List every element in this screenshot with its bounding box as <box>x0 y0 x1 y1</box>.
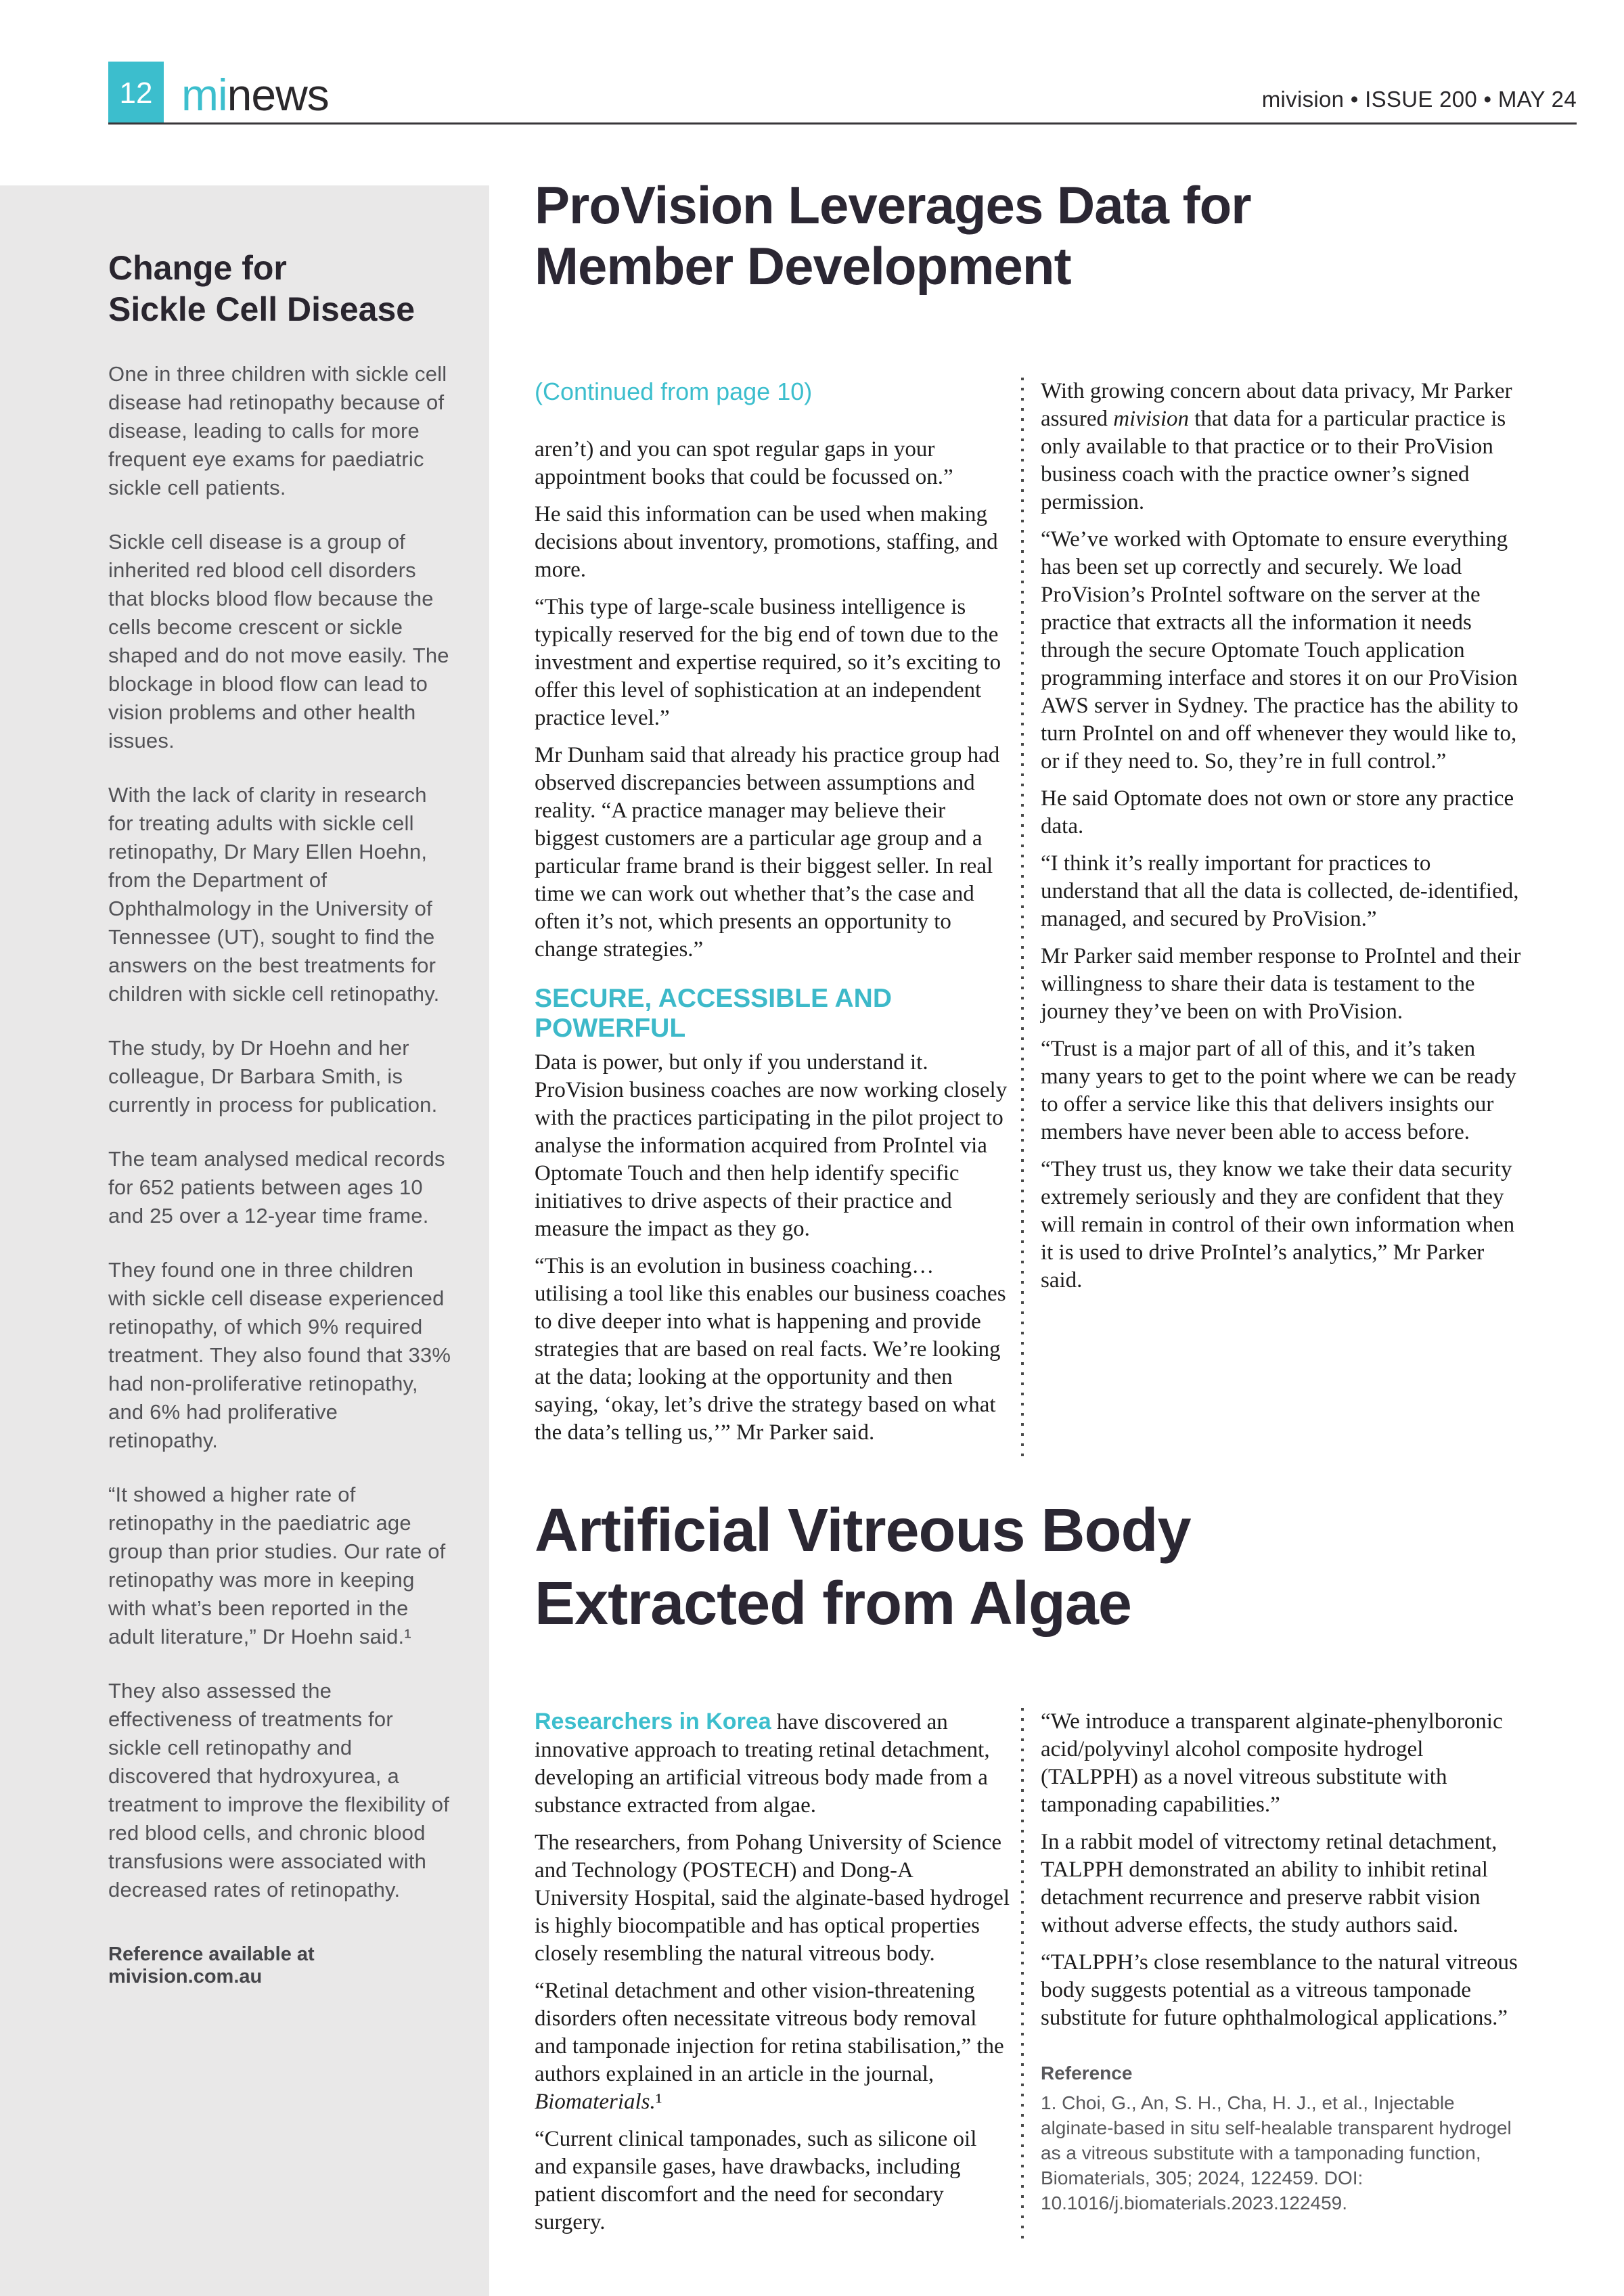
continued-from-note: (Continued from page 10) <box>535 378 813 405</box>
article1-title: ProVision Leverages Data for Member Development <box>535 175 1251 296</box>
superscript: ¹ <box>655 2090 662 2114</box>
page-number-badge <box>108 62 164 125</box>
article1-right-column <box>1041 378 1522 1456</box>
paragraph: Data is power, but only if you understand it. ProVision business coaches are now working closely with the practices participating in the pilot project to analyse the information acquired from ProIntel via Optomate Touch and then help identify specific initiatives to drive aspects of their practice and measure the impact as they go. <box>535 1050 1008 1241</box>
paragraph: “They trust us, they know we take their data security extremely seriously and they are confident that they will remain in control of their own information when it is used to drive ProIntel’s analytics,” Mr Parker said. <box>1041 1157 1515 1292</box>
sidebar-paragraph: “It showed a higher rate of retinopathy in the paediatric age group than prior studies. Our rate of retinopathy was more in keeping with what’s been reported in the adult literature,” Dr Hoehn said.¹ <box>108 1483 446 1648</box>
sidebar-article <box>0 185 489 2296</box>
header-rule <box>108 122 1577 125</box>
article2-title: Artificial Vitreous Body Extracted from Algae <box>535 1497 1191 1638</box>
paragraph: “We introduce a transparent alginate-phenylboronic acid/polyvinyl alcohol composite hydrogel (TALPPH) as a novel vitreous substitute with tamponading capabilities.” <box>1041 1709 1503 1817</box>
paragraph: “TALPPH’s close resemblance to the natural vitreous body suggests potential as a vitreous tamponade substitute for future ophthalmological applications.” <box>1041 1950 1518 2030</box>
minews-logo <box>181 69 329 120</box>
paragraph: “This is an evolution in business coaching… utilising a tool like this enables our business coaches to dive deeper into what is happening and provide strategies that are based on real facts. We’re looking at the data; looking at the opportunity and then saying, ‘okay, let’s drive the strategy based on what the data’s telling us,’” Mr Parker said. <box>535 1254 1006 1445</box>
paragraph: The researchers, from Pohang University of Science and Technology (POSTECH) and Dong-A University Hospital, said the alginate-based hydrogel is highly biocompatible and has optical properties closely resembling the natural vitreous body. <box>535 1830 1010 1966</box>
sidebar-paragraph: With the lack of clarity in research for treating adults with sickle cell retinopathy, Dr Mary Ellen Hoehn, from the Department of Ophthalmology in the University of Tennessee (UT), sought to find the answers on the best treatments for children with sickle cell retinopathy. <box>108 783 440 1006</box>
teal-lead-in: Researchers in Korea <box>535 1709 771 1734</box>
paragraph: “We’ve worked with Optomate to ensure everything has been set up correctly and securely. We load ProVision’s ProIntel software on the server at the practice that extracts all the information it needs through the secure Optomate Touch application programming interface and stores it on our ProVision AWS server in Sydney. The practice has the ability to turn ProIntel on and off whenever they would like to, or if they need to. So, they’re in full control.” <box>1041 527 1518 773</box>
paragraph: “Trust is a major part of all of this, and it’s taken many years to get to the point where we can be ready to offer a service like this that delivers insights our members have never been able to access before. <box>1041 1037 1516 1144</box>
sidebar-paragraph: They found one in three children with sickle cell disease experienced retinopathy, of which 9% required treatment. They also found that 33% had non-proliferative retinopathy, and 6% had proliferative retinopathy. <box>108 1258 451 1452</box>
main-content <box>535 175 1577 2246</box>
paragraph: Researchers in Korea have discovered an innovative approach to treating retinal detachment, developing an artificial vitreous body made from a substance extracted from algae. <box>535 1709 990 1818</box>
sidebar-paragraph: The team analysed medical records for 652 patients between ages 10 and 25 over a 12-year time frame. <box>108 1147 445 1228</box>
logo-news: news <box>227 70 329 120</box>
italic-journal-name: Biomaterials. <box>535 2090 656 2114</box>
paragraph: aren’t) and you can spot regular gaps in your appointment books that could be focussed on.” <box>535 437 953 489</box>
dotted-column-divider <box>1021 378 1024 1456</box>
article2-columns <box>535 1708 1577 2246</box>
paragraph: He said this information can be used when making decisions about inventory, promotions, staffing, and more. <box>535 502 998 582</box>
reference-citation: 1. Choi, G., An, S. H., Cha, H. J., et al., Injectable alginate-based in situ self-healable transparent hydrogel as a vitreous substitute with a tamponading function, Biomaterials, 305; 2024, 122459. DOI: 10.1016/j.biomaterials.2023.122459. <box>1041 2092 1512 2213</box>
sidebar-title: Change for Sickle Cell Disease <box>108 249 415 328</box>
paragraph: “Retinal detachment and other vision-threatening disorders often necessitate vitreous body removal and tamponade injection for retina stabilisation,” the authors explained in an article in the journal, Biomaterials.¹ <box>535 1979 1004 2114</box>
issue-info: mivision • ISSUE 200 • MAY 24 <box>1261 87 1577 112</box>
paragraph: “I think it’s really important for practices to understand that all the data is collected, de-identified, managed, and secured by ProVision.” <box>1041 851 1519 931</box>
sidebar-paragraph: Sickle cell disease is a group of inherited red blood cell disorders that blocks blood flow because the cells become crescent or sickle shaped and do not move easily. The blockage in blood flow can lead to vision problems and other health issues. <box>108 530 449 752</box>
paragraph: Mr Dunham said that already his practice group had observed discrepancies between assumptions and reality. “A practice manager may believe their biggest customers are a particular age group and a particular frame brand is their biggest seller. In real time we can work out whether that’s the case and often it’s not, which presents an opportunity to change strategies.” <box>535 743 1000 962</box>
italic-mivision: mivision <box>1113 407 1190 431</box>
paragraph: “Current clinical tamponades, such as silicone oil and expansile gases, have drawbacks, including patient discomfort and the need for secondary surgery. <box>535 2127 977 2234</box>
sidebar-paragraph: They also assessed the effectiveness of treatments for sickle cell retinopathy and discovered that hydroxyurea, a treatment to improve the flexibility of red blood cells, and chronic blood transfusions were associated with decreased rates of retinopathy. <box>108 1679 450 1901</box>
sidebar-reference-note: Reference available at mivision.com.au <box>108 1943 315 1987</box>
paragraph: With growing concern about data privacy, Mr Parker assured mivision that data for a particular practice is only available to that practice or to their ProVision business coach with the practice owner’s signed permission. <box>1041 379 1512 514</box>
page-number: 12 <box>119 76 153 110</box>
section-subhead: SECURE, ACCESSIBLE AND POWERFUL <box>535 984 893 1043</box>
paragraph: “This type of large-scale business intelligence is typically reserved for the big end of town due to the investment and expertise required, so it’s exciting to offer this level of sophistication at an independent practice level.” <box>535 595 1001 730</box>
sidebar-paragraph: One in three children with sickle cell disease had retinopathy because of disease, leading to calls for more frequent eye exams for paediatric sickle cell patients. <box>108 362 447 499</box>
dotted-column-divider <box>1021 1708 1024 2246</box>
paragraph: In a rabbit model of vitrectomy retinal detachment, TALPPH demonstrated an ability to inhibit retinal detachment recurrence and preserve rabbit vision without adverse effects, the study authors said. <box>1041 1830 1497 1937</box>
paragraph: He said Optomate does not own or store any practice data. <box>1041 786 1514 838</box>
sidebar-paragraph: The study, by Dr Hoehn and her colleague, Dr Barbara Smith, is currently in process for publication. <box>108 1036 438 1117</box>
paragraph: Mr Parker said member response to ProIntel and their willingness to share their data is testament to the journey they’ve been on with ProVision. <box>1041 944 1521 1024</box>
article1-columns <box>535 378 1577 1456</box>
article1-left-column <box>535 378 1012 1456</box>
logo-mi: mi <box>181 70 227 120</box>
article2-right-column <box>1041 1708 1522 2246</box>
reference-heading: Reference <box>1041 2063 1133 2084</box>
article2-left-column <box>535 1708 1012 2246</box>
